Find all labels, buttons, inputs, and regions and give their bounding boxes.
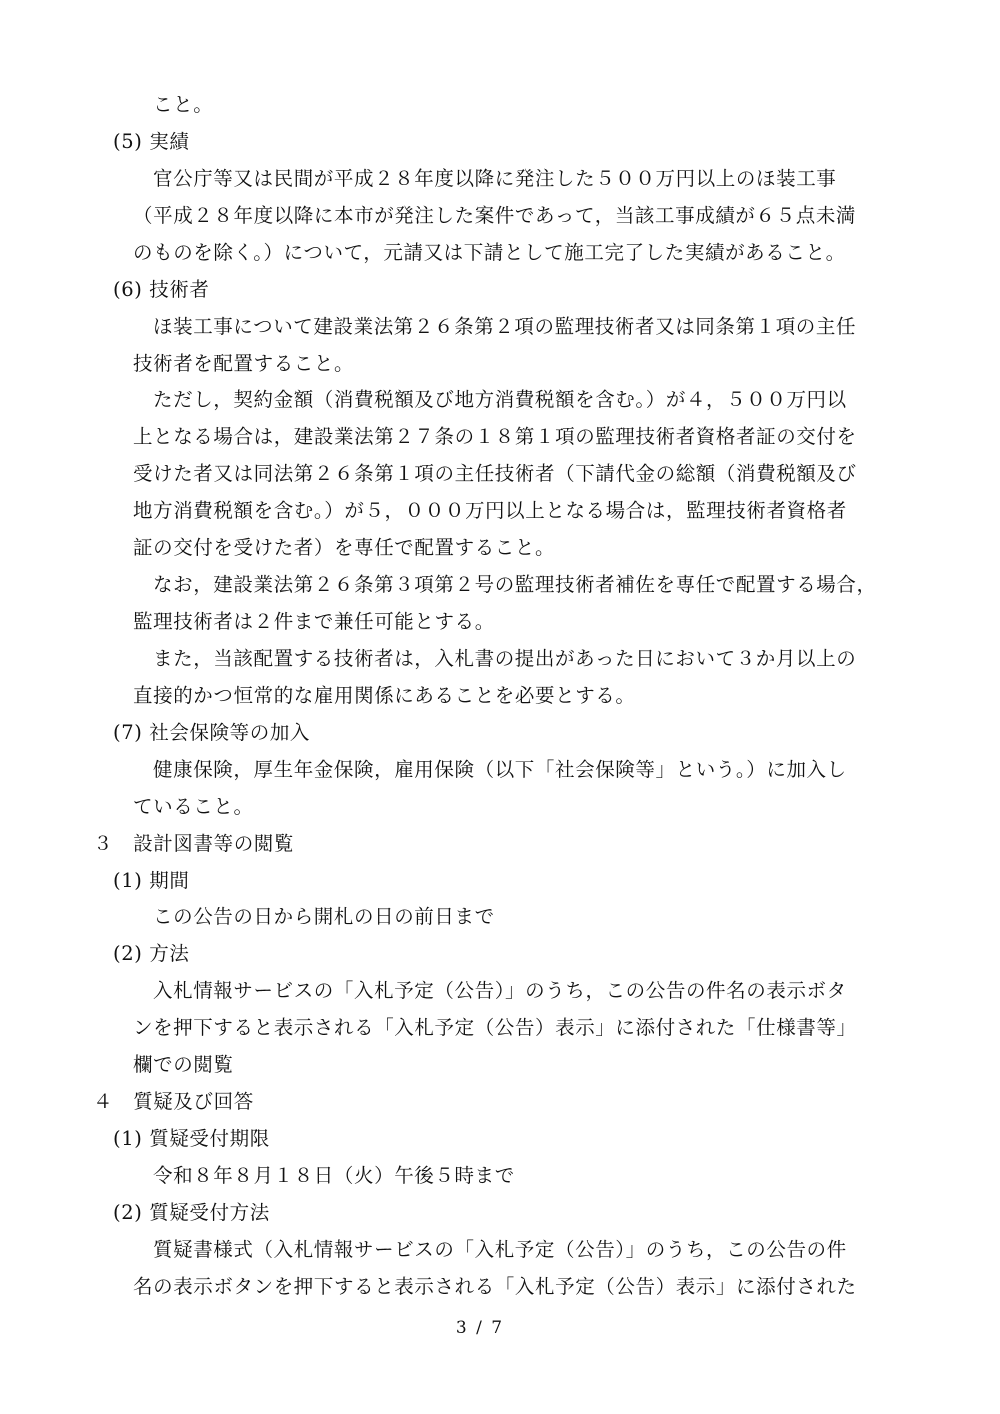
text-line: また，当該配置する技術者は，入札書の提出があった日において３か月以上の [153, 647, 857, 670]
chapter-heading: ４ 質疑及び回答 [93, 1090, 254, 1113]
chapter-heading: ３ 設計図書等の閲覧 [93, 832, 295, 855]
text-line: 令和８年８月１８日（火）午後５時まで [153, 1164, 515, 1187]
text-line: ンを押下すると表示される「入札予定（公告）表示」に添付された「仕様書等」 [133, 1016, 857, 1039]
text-line: 受けた者又は同法第２６条第１項の主任技術者（下請代金の総額（消費税額及び [133, 462, 857, 485]
text-line: 官公庁等又は民間が平成２８年度以降に発注した５００万円以上のほ装工事 [153, 167, 837, 190]
text-line: 監理技術者は２件まで兼任可能とする。 [133, 610, 495, 633]
text-line: 上となる場合は，建設業法第２７条の１８第１項の監理技術者資格者証の交付を [133, 425, 857, 448]
text-line: ていること。 [133, 795, 254, 818]
section-heading: (2) 質疑受付方法 [113, 1201, 270, 1224]
section-heading: (2) 方法 [113, 942, 190, 965]
section-heading: (7) 社会保険等の加入 [113, 721, 311, 744]
page-number: 3 / 7 [455, 1318, 505, 1338]
text-line: この公告の日から開札の日の前日まで [153, 905, 495, 928]
text-line: 技術者を配置すること。 [133, 352, 355, 375]
section-heading: (1) 期間 [113, 869, 190, 892]
text-line: こと。 [153, 93, 214, 116]
text-line: 質疑書様式（入札情報サービスの「入札予定（公告）」のうち，この公告の件 [153, 1238, 847, 1261]
text-line: 直接的かつ恒常的な雇用関係にあることを必要とする。 [133, 684, 636, 707]
text-line: 健康保険，厚生年金保険，雇用保険（以下「社会保険等」という。）に加入し [153, 758, 847, 781]
text-line: 証の交付を受けた者）を専任で配置すること。 [133, 536, 556, 559]
text-line: 名の表示ボタンを押下すると表示される「入札予定（公告）表示」に添付された [133, 1275, 857, 1298]
text-line: 欄での閲覧 [133, 1053, 234, 1076]
text-line: 地方消費税額を含む。）が５，０００万円以上となる場合は，監理技術者資格者 [133, 499, 847, 522]
text-line: のものを除く。）について，元請又は下請として施工完了した実績があること。 [133, 241, 846, 264]
section-heading: (5) 実績 [113, 130, 190, 153]
text-line: 入札情報サービスの「入札予定（公告）」のうち，この公告の件名の表示ボタ [153, 979, 847, 1002]
section-heading: (6) 技術者 [113, 278, 210, 301]
text-line: （平成２８年度以降に本市が発注した案件であって，当該工事成績が６５点未満 [133, 204, 857, 227]
text-line: ほ装工事について建設業法第２６条第２項の監理技術者又は同条第１項の主任 [153, 315, 857, 338]
section-heading: (1) 質疑受付期限 [113, 1127, 270, 1150]
text-line: ただし，契約金額（消費税額及び地方消費税額を含む。）が４，５００万円以 [153, 388, 847, 411]
text-line: なお，建設業法第２６条第３項第２号の監理技術者補佐を専任で配置する場合， [153, 573, 877, 596]
